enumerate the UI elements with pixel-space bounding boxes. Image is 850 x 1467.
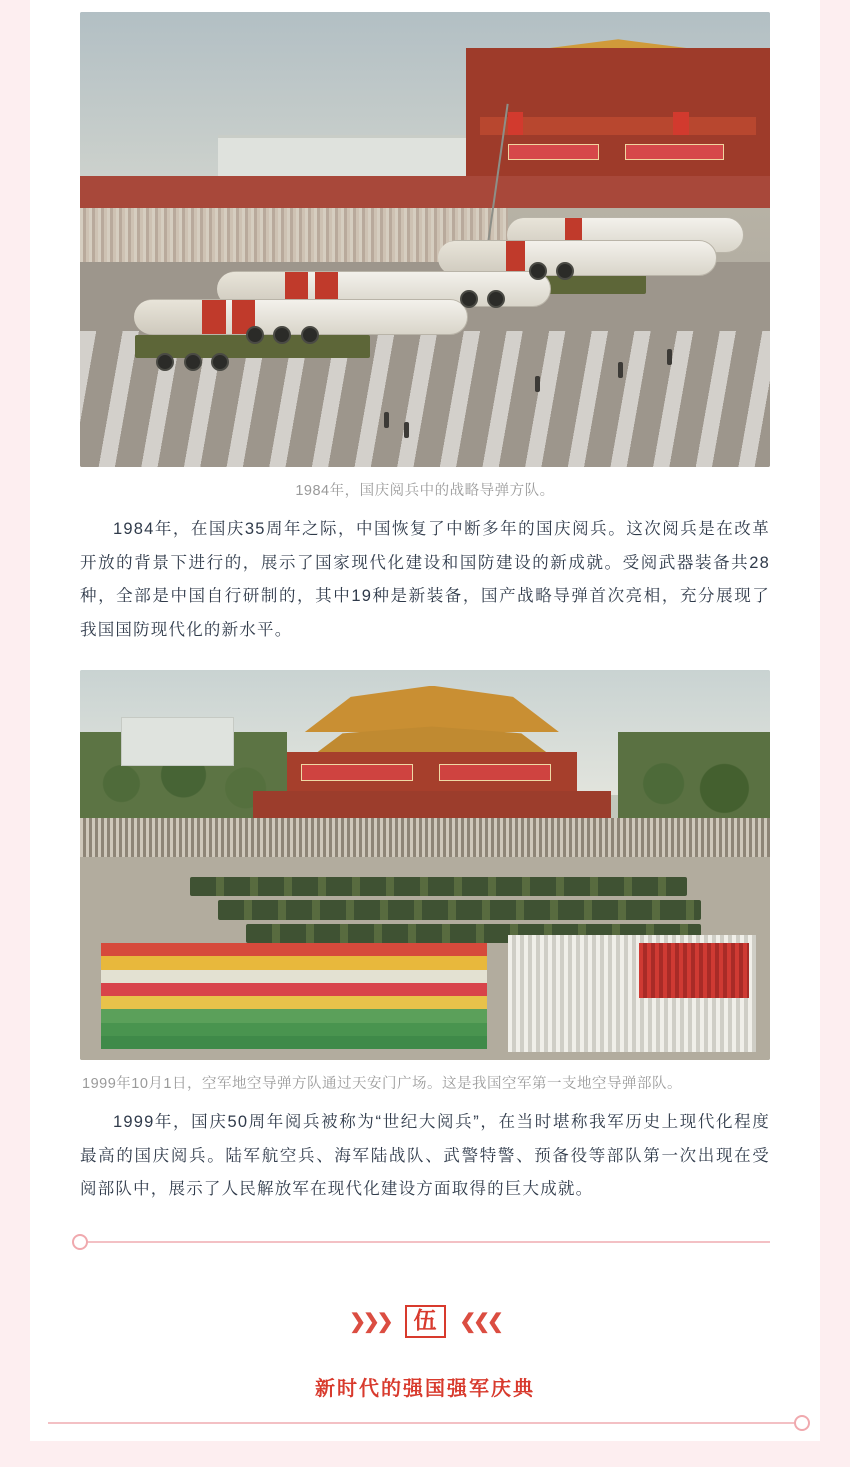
paragraph-1999: 1999年，国庆50周年阅兵被称为“世纪大阅兵”，在当时堪称我军历史上现代化程度最高的国庆阅兵。陆军航空兵、海军陆战队、武警特警、预备役等部队第一次出现在受阅部队中，展示了人民解放军在现代化建设方面取得的巨大成就。 xyxy=(80,1112,770,1199)
1999-parade-photo xyxy=(80,670,770,1060)
figure-1999 xyxy=(80,670,770,1096)
paragraph-1984: 1984年，在国庆35周年之际，中国恢复了中断多年的国庆阅兵。这次阅兵是在改革开放的背景下进行的，展示了国家现代化建设和国防建设的新成就。受阅武器装备共28种，全部是中国自行研制的，其中19种是新装备，国产战略导弹首次亮相，充分展现了我国国防现代化的新水平。 xyxy=(80,519,770,640)
chevron-right-icon: ❯❯❯ xyxy=(349,1311,391,1334)
section-title: 新时代的强国强军庆典 xyxy=(315,1378,535,1401)
section-divider xyxy=(80,1241,770,1243)
1984-parade-photo xyxy=(80,12,770,467)
figure-1999-caption: 1999年10月1日，空军地空导弹方队通过天安门广场。这是我国空军第一支地空导弹部队。 xyxy=(82,1076,682,1092)
divider-dot-right xyxy=(794,1415,810,1431)
article-card xyxy=(30,0,820,1441)
chevron-left-icon: ❮❮❮ xyxy=(459,1311,501,1334)
divider-dot-left xyxy=(72,1234,88,1250)
figure-1984-caption: 1984年，国庆阅兵中的战略导弹方队。 xyxy=(295,483,555,499)
section-number: 伍 xyxy=(405,1305,446,1338)
bottom-divider xyxy=(48,1422,802,1424)
section-marker xyxy=(80,1305,770,1338)
figure-1984 xyxy=(80,12,770,503)
